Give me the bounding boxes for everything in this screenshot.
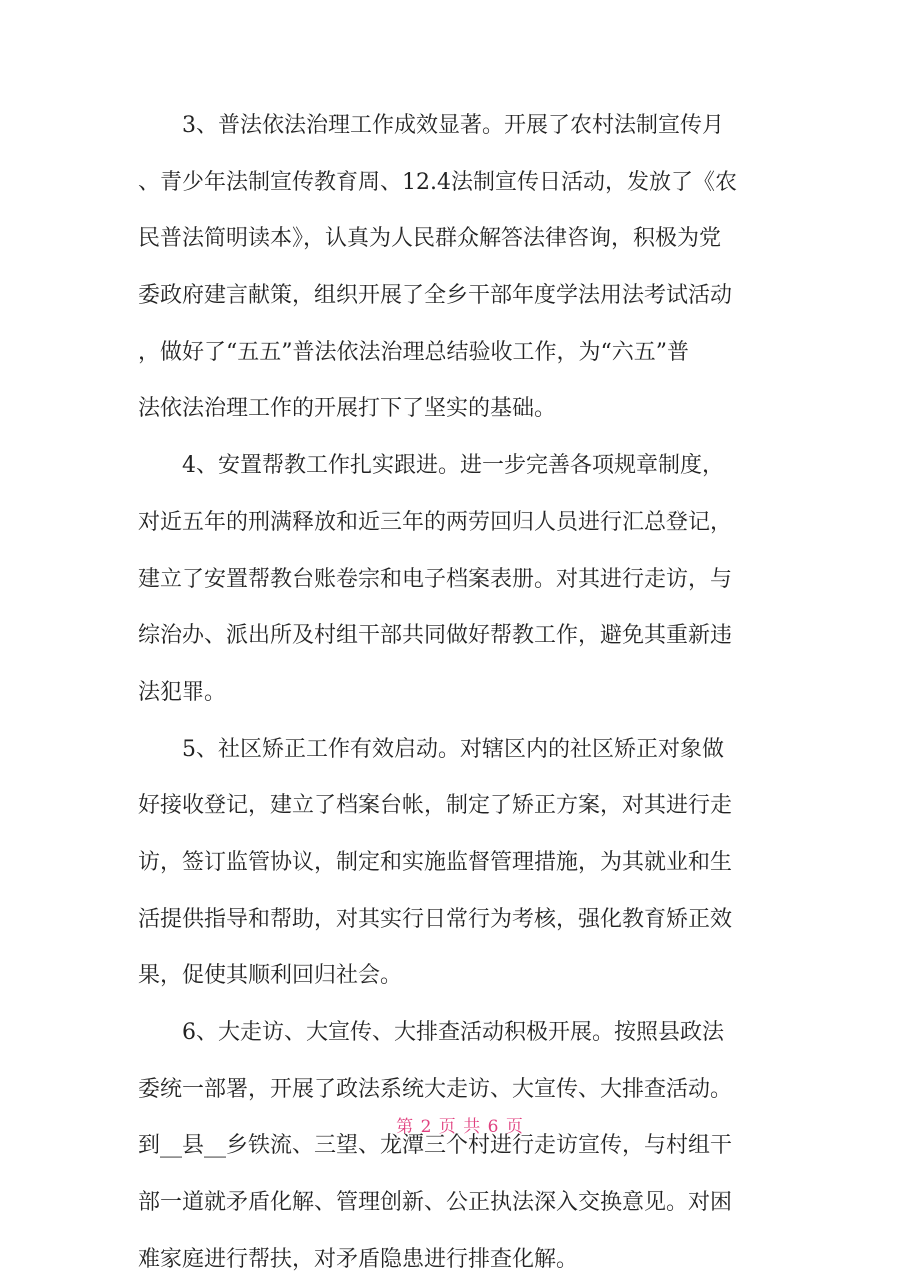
paragraph-4-line: 4、安置帮教工作扎实跟进。进一步完善各项规章制度， — [182, 453, 724, 479]
paragraph-4-line: 对近五年的刑满释放和近三年的两劳回归人员进行汇总登记， — [138, 509, 733, 535]
paragraph-6-line: 到__县__乡铁流、三望、龙潭三个村进行走访宣传，与村组干 — [138, 1133, 733, 1159]
paragraph-3-line: 法依法治理工作的开展打下了坚实的基础。 — [138, 396, 557, 422]
paragraph-3-line: 民普法简明读本》，认真为人民群众解答法律咨询，积极为党 — [138, 226, 722, 252]
paragraph-3-line: ，做好了“五五”普法依法治理总结验收工作，为“六五”普 — [138, 339, 689, 365]
paragraph-6-line: 6、大走访、大宣传、大排查活动积极开展。按照县政法 — [182, 1020, 724, 1045]
paragraph-6-line: 委统一部署，开展了政法系统大走访、大宣传、大排查活动。 — [138, 1076, 733, 1102]
paragraph-4-line: 建立了安置帮教台账卷宗和电子档案表册。对其进行走访，与 — [138, 566, 733, 592]
body-text — [138, 98, 788, 1288]
page-number-footer: 第 2 页 共 6 页 — [396, 1117, 524, 1137]
paragraph-5-line: 5、社区矫正工作有效启动。对辖区内的社区矫正对象做 — [182, 736, 724, 762]
paragraph-3-line: 委政府建言献策，组织开展了全乡干部年度学法用法考试活动 — [138, 283, 733, 309]
paragraph-6-line: 部一道就矛盾化解、管理创新、公正执法深入交换意见。对困 — [138, 1190, 733, 1216]
paragraph-5-line: 果，促使其顺利回归社会。 — [138, 963, 403, 989]
paragraph-5-line: 访，签订监管协议，制定和实施监督管理措施，为其就业和生 — [138, 849, 733, 875]
paragraph-5-line: 活提供指导和帮助，对其实行日常行为考核，强化教育矫正效 — [138, 906, 733, 932]
paragraph-6-line: 难家庭进行帮扶，对矛盾隐患进行排查化解。 — [138, 1246, 579, 1272]
paragraph-4-line: 综治办、派出所及村组干部共同做好帮教工作，避免其重新违 — [138, 623, 733, 649]
paragraph-3-line: 3、普法依法治理工作成效显著。开展了农村法制宣传月 — [182, 113, 724, 138]
paragraph-3-line: 、青少年法制宣传教育周、12.4法制宣传日活动，发放了《农 — [138, 169, 737, 195]
paragraph-5-line: 好接收登记，建立了档案台帐，制定了矫正方案，对其进行走 — [138, 793, 733, 819]
paragraph-4-line: 法犯罪。 — [138, 679, 227, 705]
